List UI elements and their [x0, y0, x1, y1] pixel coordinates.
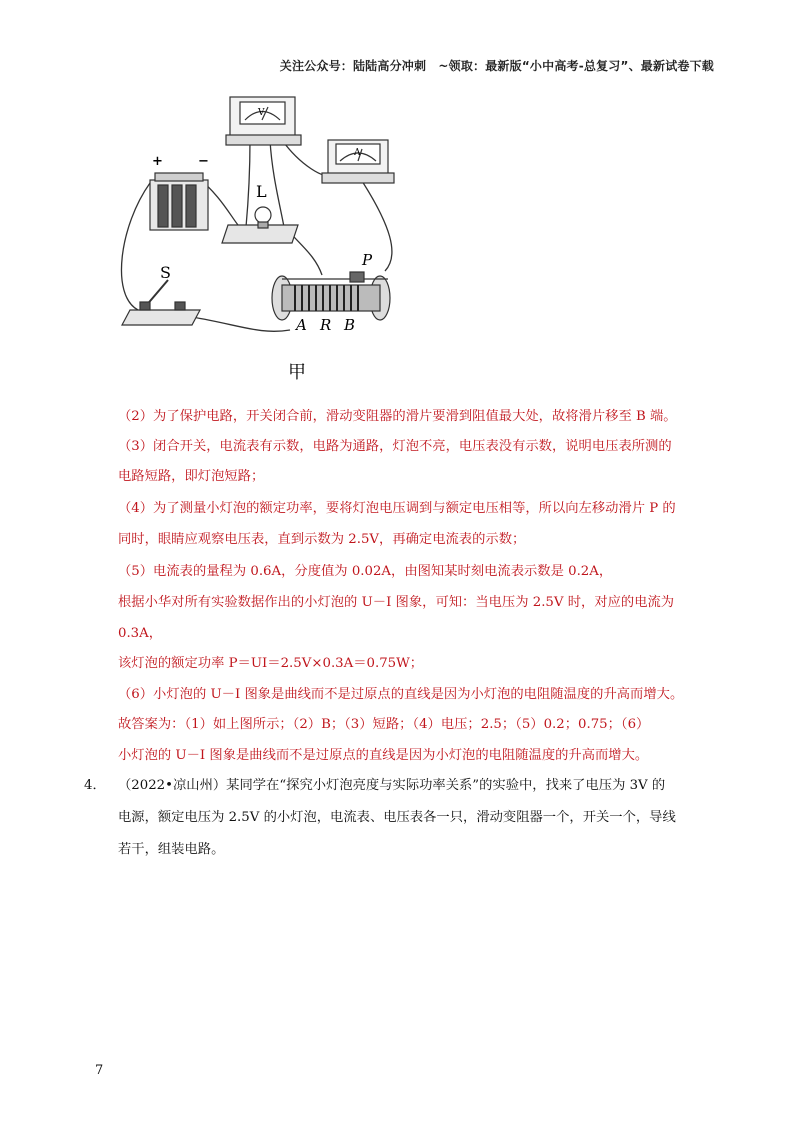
answer-line-5: 同时，眼睛应观察电压表，直到示数为 2.5V，再确定电流表的示数； — [118, 532, 526, 547]
answer-line-11: 故答案为：（1）如上图所示；（2）B；（3）短路；（4）电压；2.5；（5）0.2；0.75；（6） — [118, 717, 650, 732]
answer-line-3: 电路短路，即灯泡短路； — [118, 469, 265, 484]
question-line-2: 电源，额定电压为 2.5V 的小灯泡，电流表、电压表各一只，滑动变阻器一个，开关一个，导线 — [118, 810, 676, 825]
terminal-b-label: B — [344, 316, 356, 334]
figure-caption: 甲 — [288, 362, 306, 383]
answer-line-1: （2）为了保护电路，开关闭合前，滑动变阻器的滑片要滑到阻值最大处，故将滑片移至 B 端。 — [118, 409, 677, 424]
battery-plus-label: + — [152, 154, 163, 169]
answer-line-4: （4）为了测量小灯泡的额定功率，要将灯泡电压调到与额定电压相等，所以向左移动滑片 P 的 — [118, 501, 676, 516]
answer-line-6: （5）电流表的量程为 0.6A，分度值为 0.02A，由图知某时刻电流表示数是 0.2A， — [118, 564, 613, 579]
slider-label: P — [362, 251, 373, 269]
answer-line-2: （3）闭合开关，电流表有示数，电路为通路，灯泡不亮，电压表没有示数，说明电压表所测的 — [118, 439, 672, 454]
rheostat — [272, 272, 390, 320]
voltmeter — [226, 97, 301, 145]
answer-line-9: 该灯泡的额定功率 P＝UI＝2.5V×0.3A＝0.75W； — [118, 656, 424, 671]
circuit-diagram — [100, 85, 430, 385]
answer-line-10: （6）小灯泡的 U－I 图象是曲线而不是过原点的直线是因为小灯泡的电阻随温度的升高而增大。 — [118, 687, 684, 702]
question-number: 4． — [84, 778, 106, 793]
lamp — [222, 207, 298, 243]
page-number: 7 — [95, 1063, 104, 1078]
voltmeter-label: V — [258, 108, 265, 118]
question-line-3: 若干，组装电路。 — [118, 842, 225, 857]
page-header: 关注公众号：陆陆高分冲刺 ~领取：最新版“小中高考-总复习”、最新试卷下载 — [279, 59, 714, 73]
ammeter — [322, 140, 394, 183]
terminal-a-label: A — [296, 316, 307, 334]
battery — [150, 173, 208, 230]
question-line-1: （2022•凉山州）某同学在“探究小灯泡亮度与实际功率关系”的实验中，找来了电压为 3V 的 — [118, 778, 666, 793]
switch-label: S — [160, 263, 171, 282]
ammeter-label: A — [354, 148, 361, 158]
answer-line-12: 小灯泡的 U－I 图象是曲线而不是过原点的直线是因为小灯泡的电阻随温度的升高而增大。 — [118, 748, 649, 763]
battery-minus-label: − — [198, 154, 209, 169]
resistor-r-label: R — [320, 316, 332, 334]
lamp-label: L — [256, 182, 267, 201]
switch — [122, 280, 200, 325]
answer-line-8: 0.3A， — [118, 626, 163, 641]
answer-line-7: 根据小华对所有实验数据作出的小灯泡的 U－I 图象，可知：当电压为 2.5V 时，对应的电流为 — [118, 595, 675, 610]
